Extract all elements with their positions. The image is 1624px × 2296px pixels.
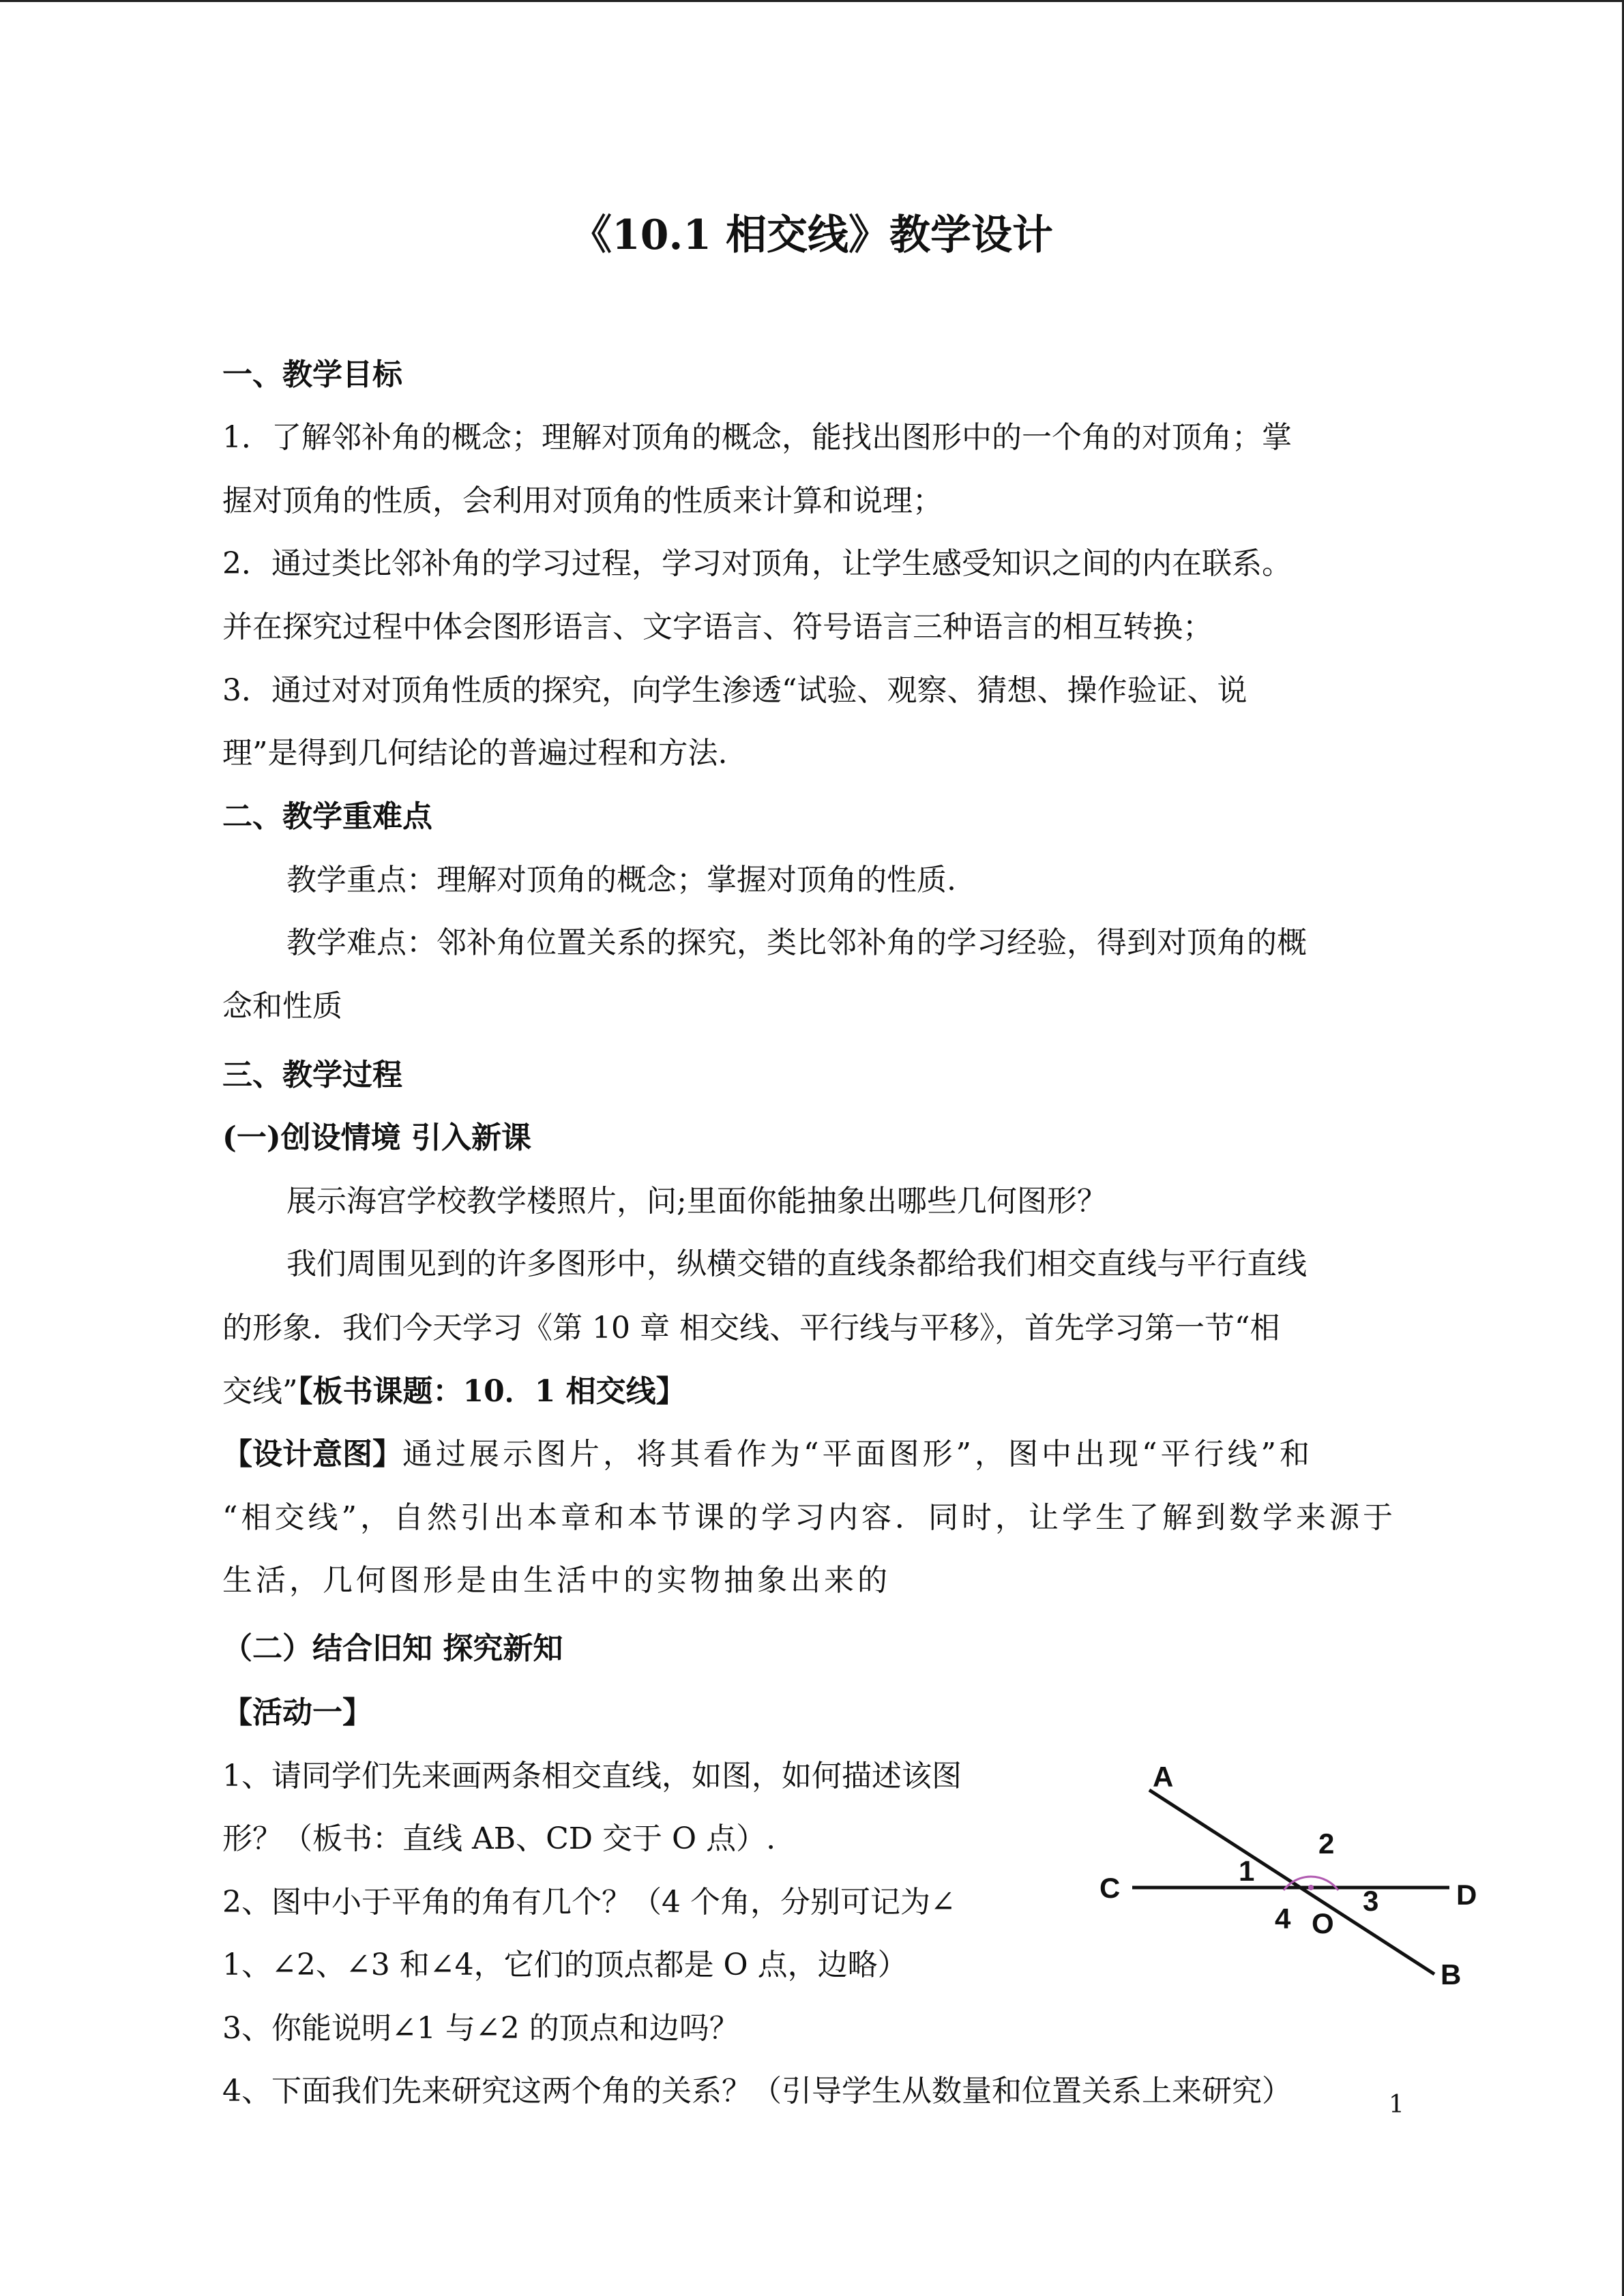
difficulty-line-1: 教学难点：邻补角位置关系的探究，类比邻补角的学习经验，得到对顶角的概: [286, 925, 1307, 960]
label-c: C: [1099, 1872, 1121, 1904]
angle-label-2: 2: [1318, 1828, 1335, 1860]
question-3: 3、你能说明∠1 与∠2 的顶点和边吗？: [222, 2011, 739, 2046]
goal-3-line-1: 3．通过对对顶角性质的探究，向学生渗透“试验、观察、猜想、操作验证、说: [222, 673, 1247, 708]
question-2-line-2: 1、∠2、∠3 和∠4，它们的顶点都是 O 点，边略）: [222, 1948, 908, 1982]
label-d: D: [1456, 1879, 1477, 1911]
section-heading-key-points: 二、教学重难点: [222, 799, 432, 834]
intersecting-lines-figure: [1084, 1753, 1507, 2012]
part-2-heading: （二）结合旧知 探究新知: [222, 1631, 563, 1666]
angle-label-1: 1: [1239, 1855, 1255, 1887]
goal-1-line-1: 1．了解邻补角的概念；理解对顶角的概念，能找出图形中的一个角的对顶角；掌: [222, 420, 1292, 455]
design-intent-label: 【设计意图】: [222, 1437, 402, 1472]
page-number: 1: [1389, 2091, 1404, 2119]
question-2-line-1: 2、图中小于平角的角有几个？（4 个角，分别可记为∠: [222, 1885, 956, 1920]
paragraph-2-line-2: 的形象．我们今天学习《第 10 章 相交线、平行线与平移》，首先学习第一节“相: [222, 1311, 1280, 1345]
angle-label-3: 3: [1363, 1885, 1379, 1917]
label-b: B: [1441, 1958, 1462, 1991]
part-1-heading: (一)创设情境 引入新课: [222, 1120, 531, 1155]
design-intent-line-3: 生活，几何图形是由生活中的实物抽象出来的: [222, 1563, 891, 1598]
design-intent-line-1: [222, 1430, 1313, 1479]
section-heading-process: 三、教学过程: [222, 1058, 402, 1092]
page-title: 《10.1 相交线》教学设计: [570, 211, 1054, 259]
design-intent-line-2: “相交线”，自然引出本章和本节课的学习内容．同时，让学生了解到数学来源于: [222, 1500, 1396, 1535]
paragraph-2-line-3-text: 交线”: [222, 1374, 298, 1409]
question-1-line-1: 1、请同学们先来画两条相交直线，如图，如何描述该图: [222, 1759, 962, 1793]
goal-2-line-2: 并在探究过程中体会图形语言、文字语言、符号语言三种语言的相互转换；: [222, 610, 1213, 644]
paragraph-2-line-3: [222, 1367, 686, 1416]
label-o: O: [1312, 1907, 1334, 1939]
intersection-point: [1308, 1885, 1314, 1890]
question-4: 4、下面我们先来研究这两个角的关系？（引导学生从数量和位置关系上来研究）: [222, 2074, 1292, 2108]
paragraph-1: 展示海宫学校教学楼照片，问;里面你能抽象出哪些几何图形？: [286, 1184, 1107, 1219]
section-heading-objectives: 一、教学目标: [222, 357, 402, 392]
goal-1-line-2: 握对顶角的性质，会利用对顶角的性质来计算和说理；: [222, 483, 943, 518]
goal-2-line-1: 2．通过类比邻补角的学习过程，学习对顶角，让学生感受知识之间的内在联系。: [222, 546, 1292, 581]
difficulty-line-2: 念和性质: [222, 989, 342, 1024]
angle-label-4: 4: [1275, 1903, 1291, 1935]
goal-3-line-2: 理”是得到几何结论的普遍过程和方法.: [222, 736, 728, 771]
paragraph-2-line-1: 我们周围见到的许多图形中，纵横交错的直线条都给我们相交直线与平行直线: [286, 1247, 1307, 1281]
activity-1-heading: 【活动一】: [222, 1695, 372, 1730]
top-border: [0, 0, 1624, 2]
question-1-line-2: 形？（板书：直线 AB、CD 交于 O 点）.: [222, 1821, 776, 1856]
label-a: A: [1153, 1761, 1174, 1793]
key-point: 教学重点：理解对顶角的概念；掌握对顶角的性质.: [286, 863, 956, 897]
design-intent-text: 通过展示图片，将其看作为“平面图形”，图中出现“平行线”和: [402, 1437, 1313, 1472]
board-title: 【板书课题：10．1 相交线】: [297, 1374, 686, 1409]
